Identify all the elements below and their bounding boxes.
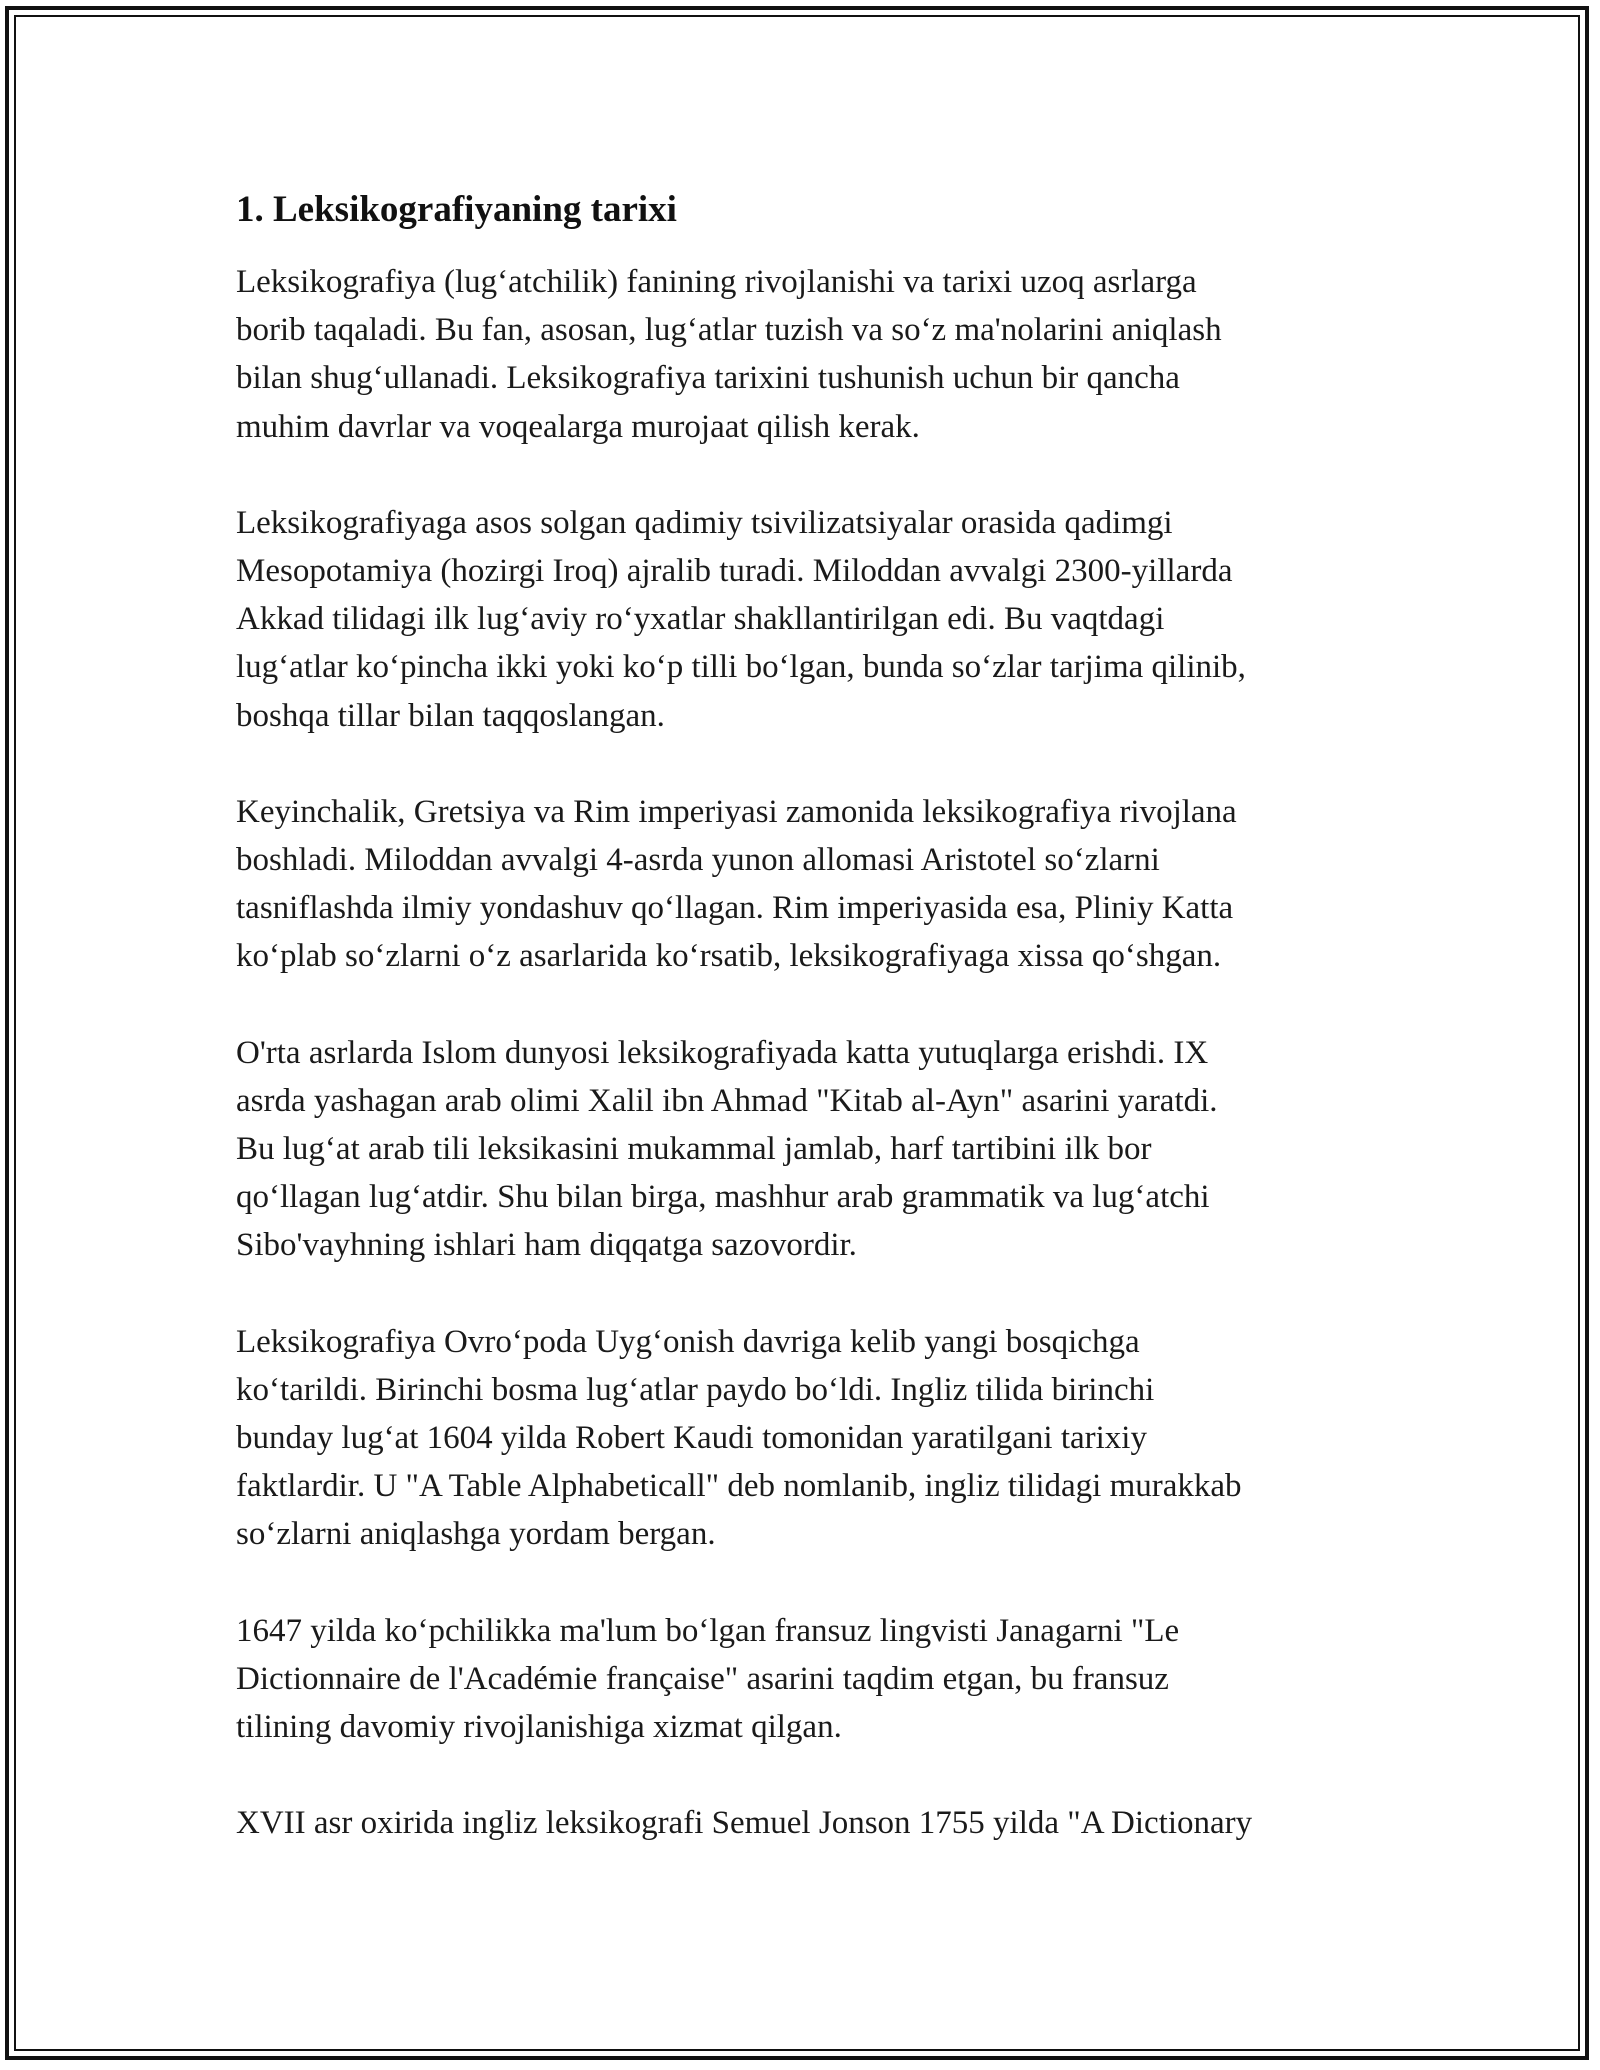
text-line: boshladi. Miloddan avvalgi 4-asrda yunon allomasi Aristotel so‘zlarni <box>236 842 1160 879</box>
text-line: Leksikografiyaga asos solgan qadimiy tsivilizatsiyalar orasida qadimgi <box>236 504 1173 541</box>
paragraph-5 <box>236 1318 1386 1559</box>
paragraph-3 <box>236 788 1386 981</box>
text-line: borib taqaladi. Bu fan, asosan, lug‘atlar tuzish va so‘z ma'nolarini aniqlash <box>236 312 1222 349</box>
document-body <box>236 258 1386 1847</box>
text-line: tasniflashda ilmiy yondashuv qo‘llagan. Rim imperiyasida esa, Pliniy Katta <box>236 890 1234 927</box>
text-line: O'rta asrlarda Islom dunyosi leksikografiyada katta yutuqlarga erishdi. IX <box>236 1034 1209 1071</box>
text-line: qo‘llagan lug‘atdir. Shu bilan birga, mashhur arab grammatik va lug‘atchi <box>236 1179 1210 1216</box>
paragraph-1 <box>236 258 1386 451</box>
text-line: Mesopotamiya (hozirgi Iroq) ajralib turadi. Miloddan avvalgi 2300-yillarda <box>236 553 1233 590</box>
text-line: tilining davomiy rivojlanishiga xizmat qilgan. <box>236 1709 842 1746</box>
text-line: XVII asr oxirida ingliz leksikografi Semuel Jonson 1755 yilda "A Dictionary <box>236 1805 1253 1842</box>
document-content <box>236 186 1386 1895</box>
paragraph-4 <box>236 1029 1386 1270</box>
text-line: bilan shug‘ullanadi. Leksikografiya tarixini tushunish uchun bir qancha <box>236 360 1180 397</box>
text-line: boshqa tillar bilan taqqoslangan. <box>236 697 665 734</box>
paragraph-6 <box>236 1607 1386 1752</box>
section-heading: 1. Leksikografiyaning tarixi <box>236 189 677 230</box>
text-line: Dictionnaire de l'Académie française" asarini taqdim etgan, bu fransuz <box>236 1660 1169 1697</box>
text-line: 1647 yilda ko‘pchilikka ma'lum bo‘lgan fransuz lingvisti Janagarni "Le <box>236 1612 1180 1649</box>
text-line: faktlardir. U "A Table Alphabeticall" deb nomlanib, ingliz tilidagi murakkab <box>236 1468 1242 1505</box>
text-line: ko‘tarildi. Birinchi bosma lug‘atlar paydo bo‘ldi. Ingliz tilida birinchi <box>236 1371 1155 1408</box>
text-line: Akkad tilidagi ilk lug‘aviy ro‘yxatlar shakllantirilgan edi. Bu vaqtdagi <box>236 601 1165 638</box>
text-line: lug‘atlar ko‘pincha ikki yoki ko‘p tilli bo‘lgan, bunda so‘zlar tarjima qilinib, <box>236 649 1246 686</box>
text-line: Bu lug‘at arab tili leksikasini mukammal jamlab, harf tartibini ilk bor <box>236 1131 1152 1168</box>
text-line: ko‘plab so‘zlarni o‘z asarlarida ko‘rsatib, leksikografiyaga xissa qo‘shgan. <box>236 938 1222 975</box>
text-line: asrda yashagan arab olimi Xalil ibn Ahmad "Kitab al-Ayn" asarini yaratdi. <box>236 1082 1218 1119</box>
text-line: bunday lug‘at 1604 yilda Robert Kaudi tomonidan yaratilgani tarixiy <box>236 1420 1147 1457</box>
text-line: Leksikografiya Ovro‘poda Uyg‘onish davriga kelib yangi bosqichga <box>236 1323 1140 1360</box>
paragraph-2 <box>236 499 1386 740</box>
text-line: so‘zlarni aniqlashga yordam bergan. <box>236 1516 716 1553</box>
text-line: muhim davrlar va voqealarga murojaat qilish kerak. <box>236 408 920 445</box>
paragraph-7 <box>236 1799 1386 1847</box>
text-line: Keyinchalik, Gretsiya va Rim imperiyasi zamonida leksikografiya rivojlana <box>236 793 1237 830</box>
text-line: Sibo'vayhning ishlari ham diqqatga sazovordir. <box>236 1227 857 1264</box>
text-line: Leksikografiya (lug‘atchilik) fanining rivojlanishi va tarixi uzoq asrlarga <box>236 264 1197 300</box>
